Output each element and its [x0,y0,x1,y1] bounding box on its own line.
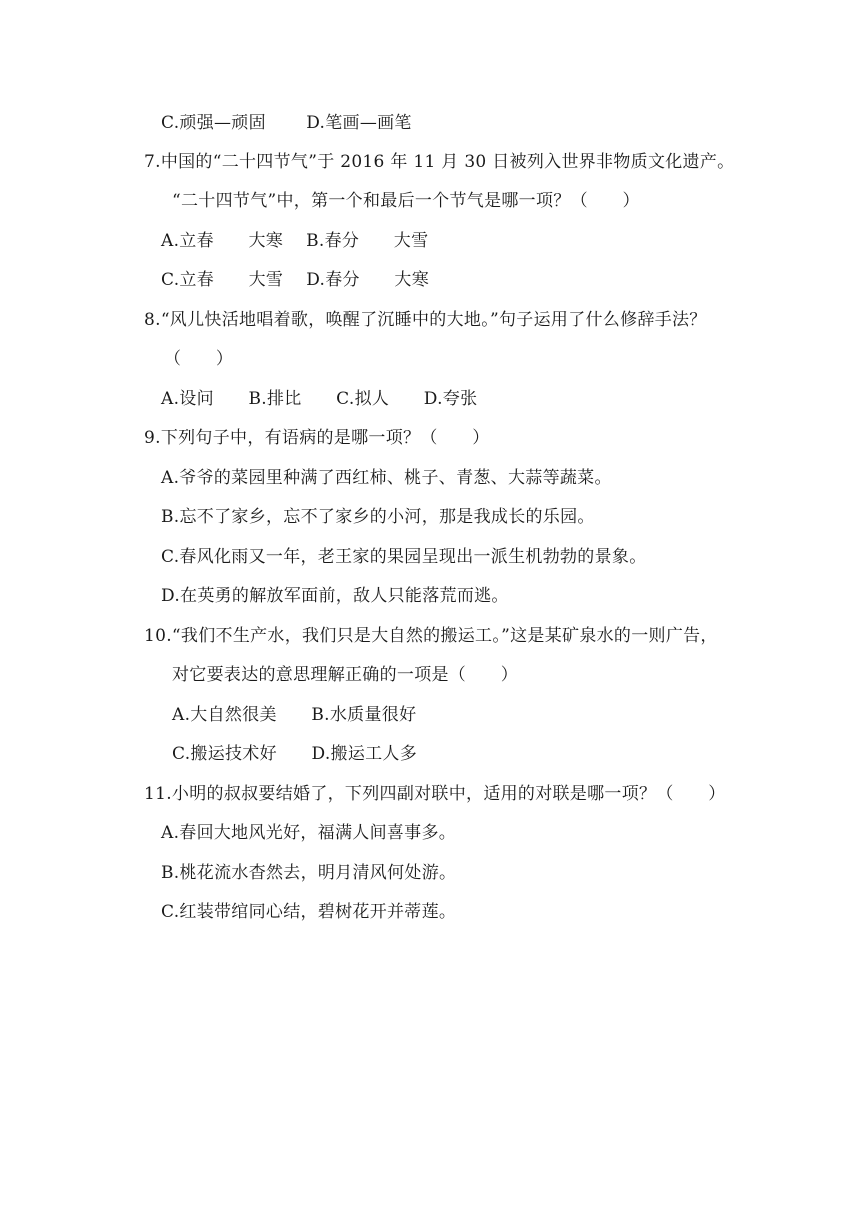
q7-stem-line1: 7.中国的“二十四节气”于 2016 年 11 月 30 日被列入世界非物质文化遗产。 [144,152,735,172]
q11-stem: 11.小明的叔叔要结婚了，下列四副对联中，适用的对联是哪一项？（ ） [144,784,726,804]
q9-option-b: B.忘不了家乡，忘不了家乡的小河，那是我成长的乐园。 [161,507,595,527]
q11-option-c: C.红装带绾同心结，碧树花开并蒂莲。 [161,902,457,922]
q6-options-cd: C.顽强—顽固 D.笔画—画笔 [161,113,412,133]
q9-option-c: C.春风化雨又一年，老王家的果园呈现出一派生机勃勃的景象。 [161,547,647,567]
q7-options-ab: A.立春 大寒 B.春分 大雪 [161,231,429,251]
q11-option-a: A.春回大地风光好，福满人间喜事多。 [161,823,457,843]
q9-option-a: A.爷爷的菜园里种满了西红柿、桃子、青葱、大蒜等蔬菜。 [161,468,612,488]
q8-options: A.设问 B.排比 C.拟人 D.夸张 [161,389,478,409]
q8-answer-blank: （ ） [164,349,234,369]
q9-stem: 9.下列句子中，有语病的是哪一项？（ ） [144,428,490,448]
q10-options-ab: A.大自然很美 B.水质量很好 [172,705,417,725]
q10-options-cd: C.搬运技术好 D.搬运工人多 [172,744,418,764]
q8-stem-line1: 8.“风儿快活地唱着歌，唤醒了沉睡中的大地。”句子运用了什么修辞手法？ [144,310,707,330]
q7-stem-line2: “二十四节气”中，第一个和最后一个节气是哪一项？（ ） [172,191,640,211]
q10-stem-line1: 10.“我们不生产水，我们只是大自然的搬运工。”这是某矿泉水的一则广告， [144,626,718,646]
q9-option-d: D.在英勇的解放军面前，敌人只能落荒而逃。 [161,586,509,606]
q10-stem-line2: 对它要表达的意思理解正确的一项是（ ） [172,665,518,685]
q11-option-b: B.桃花流水杳然去，明月清风何处游。 [161,863,457,883]
q7-options-cd: C.立春 大雪 D.春分 大寒 [161,270,430,290]
